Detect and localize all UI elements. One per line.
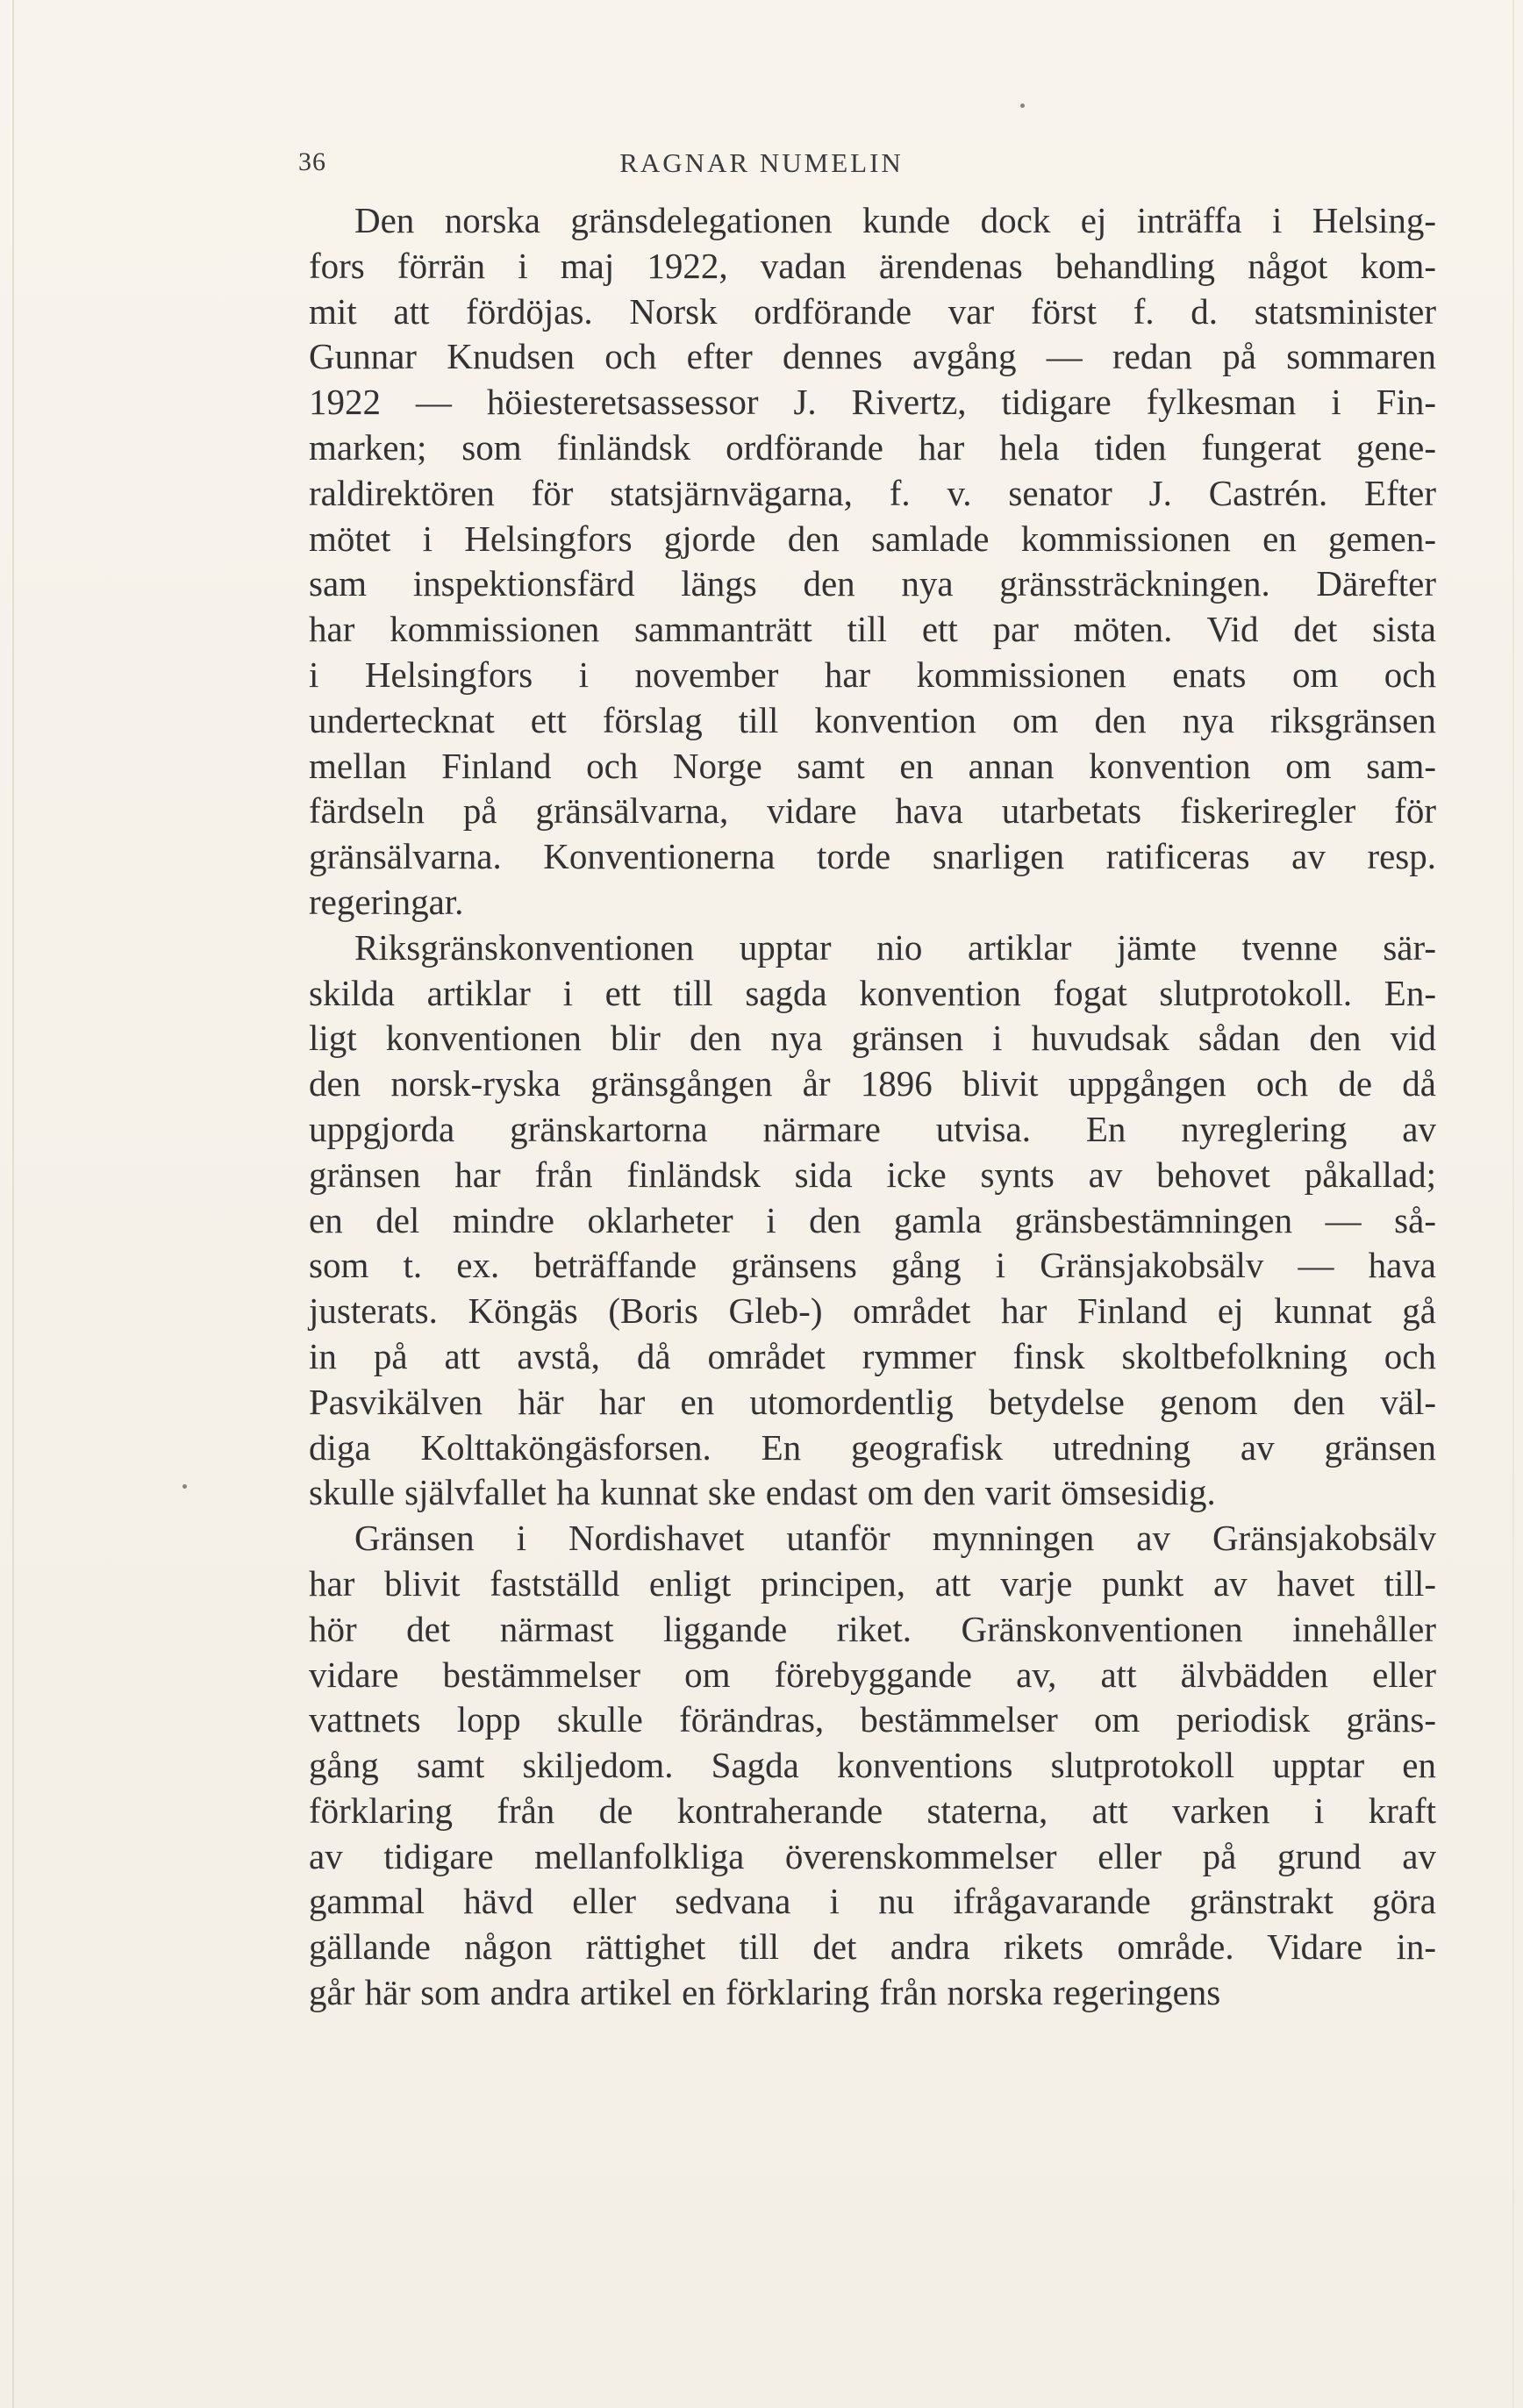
text-line: färdseln på gränsälvarna, vidare hava utarbetats fiskeriregler för bbox=[309, 790, 1436, 832]
text-line: Riksgränskonventionen upptar nio artiklar jämte tvenne sär- bbox=[354, 926, 1436, 968]
text-line: fors förrän i maj 1922, vadan ärendenas behandling något kom- bbox=[309, 245, 1436, 286]
text-line: vidare bestämmelser om förebyggande av, att älvbädden eller bbox=[309, 1654, 1436, 1695]
text-line: gällande någon rättighet till det andra rikets område. Vidare in- bbox=[309, 1926, 1436, 1968]
paragraph bbox=[309, 1516, 1436, 2016]
text-line: mötet i Helsingfors gjorde den samlade kommissionen en gemen- bbox=[309, 518, 1436, 559]
text-line: förklaring från de kontraherande staterna, att varken i kraft bbox=[309, 1790, 1436, 1831]
scan-left-edge bbox=[12, 0, 14, 2408]
text-line: Pasvikälven här har en utomordentlig betydelse genom den väl- bbox=[309, 1381, 1436, 1422]
text-line: ligt konventionen blir den nya gränsen i huvudsak sådan den vid bbox=[309, 1018, 1436, 1059]
text-line: 1922 — höiesteretsassessor J. Rivertz, tidigare fylkesman i Fin- bbox=[309, 382, 1436, 423]
text-line: skilda artiklar i ett till sagda konvention fogat slutprotokoll. En- bbox=[309, 972, 1436, 1013]
text-line: Den norska gränsdelegationen kunde dock ej inträffa i Helsing- bbox=[354, 200, 1436, 240]
text-line: gränsen har från finländsk sida icke synts av behovet påkallad; bbox=[309, 1154, 1436, 1195]
running-head: RAGNAR NUMELIN bbox=[619, 147, 904, 178]
text-line: in på att avstå, då området rymmer finsk skoltbefolkning och bbox=[309, 1335, 1436, 1376]
scan-speck bbox=[182, 1484, 187, 1489]
text-line: regeringar. bbox=[309, 881, 464, 922]
text-line: som t. ex. beträffande gränsens gång i Gränsjakobsälv — hava bbox=[309, 1245, 1436, 1286]
paragraph bbox=[309, 925, 1436, 1516]
text-line: raldirektören för statsjärnvägarna, f. v. senator J. Castrén. Efter bbox=[309, 472, 1436, 513]
page-number: 36 bbox=[298, 147, 326, 176]
text-line: diga Kolttaköngäsforsen. En geografisk utredning av gränsen bbox=[309, 1426, 1436, 1468]
text-line: justerats. Köngäs (Boris Gleb-) området har Finland ej kunnat gå bbox=[309, 1290, 1436, 1332]
text-line: sam inspektionsfärd längs den nya gränssträckningen. Därefter bbox=[309, 563, 1436, 604]
text-line: mellan Finland och Norge samt en annan konvention om sam- bbox=[309, 745, 1436, 786]
text-line: Gränsen i Nordishavet utanför mynningen av Gränsjakobsälv bbox=[354, 1518, 1436, 1559]
text-line: går här som andra artikel en förklaring från norska regeringens bbox=[309, 1972, 1221, 2013]
text-line: skulle självfallet ha kunnat ske endast om den varit ömsesidig. bbox=[309, 1472, 1216, 1513]
text-line: en del mindre oklarheter i den gamla gränsbestämningen — så- bbox=[309, 1199, 1436, 1240]
body-text bbox=[309, 198, 1436, 2016]
scan-right-edge bbox=[1512, 0, 1514, 2408]
text-line: Gunnar Knudsen och efter dennes avgång — redan på sommaren bbox=[309, 336, 1436, 377]
scan-speck bbox=[1020, 104, 1025, 108]
text-line: gammal hävd eller sedvana i nu ifrågavarande gränstrakt göra bbox=[309, 1881, 1436, 1922]
text-line: gränsälvarna. Konventionerna torde snarligen ratificeras av resp. bbox=[309, 836, 1436, 877]
text-line: i Helsingfors i november har kommissionen enats om och bbox=[309, 654, 1436, 695]
text-line: marken; som finländsk ordförande har hela tiden fungerat gene- bbox=[309, 426, 1436, 468]
text-line: har blivit fastställd enligt principen, att varje punkt av havet till- bbox=[309, 1562, 1436, 1604]
text-line: vattnets lopp skulle förändras, bestämmelser om periodisk gräns- bbox=[309, 1699, 1436, 1740]
text-line: undertecknat ett förslag till konvention om den nya riksgränsen bbox=[309, 699, 1436, 740]
text-line: har kommissionen sammanträtt till ett par möten. Vid det sista bbox=[309, 609, 1436, 650]
text-line: mit att fördöjas. Norsk ordförande var först f. d. statsminister bbox=[309, 290, 1436, 332]
text-line: hör det närmast liggande riket. Gränskonventionen innehåller bbox=[309, 1608, 1436, 1649]
paragraph bbox=[309, 198, 1436, 925]
text-line: av tidigare mellanfolkliga överenskommelser eller på grund av bbox=[309, 1835, 1436, 1876]
text-line: den norsk-ryska gränsgången år 1896 blivit uppgången och de då bbox=[309, 1063, 1436, 1104]
text-line: uppgjorda gränskartorna närmare utvisa. En nyreglering av bbox=[309, 1108, 1436, 1149]
text-line: gång samt skiljedom. Sagda konventions slutprotokoll upptar en bbox=[309, 1745, 1436, 1786]
